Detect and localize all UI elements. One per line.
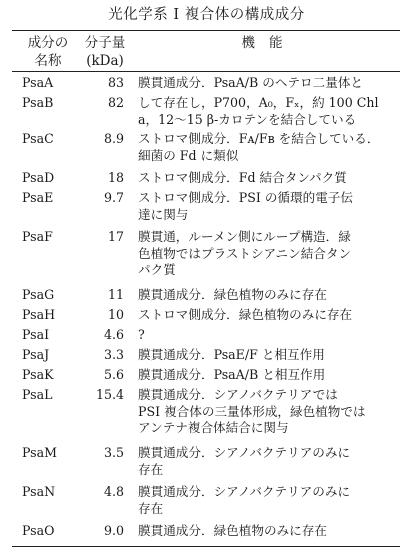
row-function (138, 190, 353, 223)
row-mass: 83 (107, 75, 124, 90)
function-line: 膜貫通成分．PsaA/B と相互作用 (138, 367, 326, 382)
row-mass: 82 (107, 95, 124, 110)
function-line: 存在 (138, 500, 164, 516)
function-line: ストロマ側成分．緑色植物のみに存在 (138, 307, 353, 322)
row-name: PsaM (22, 445, 58, 460)
row-name: PsaD (22, 170, 55, 185)
row-name: PsaC (22, 131, 54, 146)
function-line: 色植物ではプラストシアニン結合タン (138, 245, 352, 261)
function-line: アンテナ複合体結合に関与 (138, 420, 289, 435)
row-mass: 5.6 (103, 367, 124, 382)
row-name: PsaH (22, 307, 56, 322)
function-line: 膜貫通成分．PsaA/B のヘテロ二量体と (138, 75, 364, 90)
row-mass: 18 (107, 170, 124, 185)
row-mass: 17 (107, 229, 124, 244)
row-function (138, 95, 379, 128)
row-function (138, 484, 350, 517)
function-line: 膜貫通成分．シアノバクテリアでは (138, 387, 338, 402)
row-name: PsaK (22, 367, 54, 382)
function-line: 膜貫通成分．PsaE/F と相互作用 (138, 347, 325, 362)
row-function (138, 367, 325, 384)
row-mass: 11 (107, 287, 124, 302)
table-bottom-rule (12, 546, 400, 547)
row-function (138, 327, 145, 344)
row-mass: 9.0 (103, 523, 124, 538)
function-line: ストロマ側成分．PSI の循環的電子伝 (138, 190, 353, 205)
function-line: パク質 (138, 262, 176, 277)
row-mass: 4.6 (103, 327, 124, 342)
function-line: ? (138, 327, 145, 342)
function-line: a，12〜15 β-カロテンを結合している (138, 111, 357, 127)
header-name-line2: 名称 (34, 53, 62, 69)
header-mass-line1: 分子量 (84, 35, 126, 51)
row-function (138, 307, 352, 324)
function-line: 膜貫通成分．シアノバクテリアのみに (138, 445, 351, 460)
row-function (138, 75, 363, 92)
row-name: PsaJ (22, 347, 50, 362)
row-mass: 3.5 (103, 445, 124, 460)
table-header-rule (12, 71, 400, 72)
row-mass: 15.4 (95, 387, 124, 402)
function-line: して存在し，P700，A₀，Fₓ，約 100 Chl (138, 95, 379, 110)
row-name: PsaB (22, 95, 54, 110)
row-function (138, 445, 350, 478)
row-function (138, 229, 351, 279)
function-line: 細菌の Fd に類似 (138, 147, 239, 163)
header-mass-column (80, 34, 130, 70)
header-name-column (18, 34, 78, 70)
function-line: ストロマ側成分．Fᴀ/Fʙ を結合している． (138, 131, 380, 146)
row-mass: 9.7 (103, 190, 124, 205)
row-name: PsaG (22, 287, 55, 302)
function-line: ストロマ側成分．Fd 結合タンパク質 (138, 170, 347, 185)
table-top-rule (12, 30, 400, 31)
function-line: 膜貫通，ルーメン側にループ構造．緑 (138, 229, 351, 244)
row-name: PsaF (22, 229, 53, 244)
header-function-column: 機能 (241, 35, 297, 51)
header-mass-line2: (kDa) (86, 53, 124, 69)
function-line: 膜貫通成分．シアノバクテリアのみに (138, 484, 351, 499)
row-function (138, 387, 366, 437)
row-function (138, 170, 347, 187)
function-line: 膜貫通成分．緑色植物のみに存在 (138, 287, 327, 302)
row-mass: 3.3 (103, 347, 124, 362)
row-function (138, 287, 327, 304)
row-name: PsaN (22, 484, 56, 499)
row-name: PsaL (22, 387, 53, 402)
function-line: 膜貫通成分．緑色植物のみに存在 (138, 523, 327, 538)
function-line: PSI 複合体の三量体形成，緑色植物では (138, 403, 366, 419)
row-name: PsaA (22, 75, 54, 90)
row-mass: 10 (107, 307, 124, 322)
row-mass: 8.9 (103, 131, 124, 146)
header-name-line1: 成分の (27, 35, 69, 51)
row-name: PsaO (22, 523, 55, 538)
function-line: 達に関与 (138, 206, 189, 222)
table-title: 光化学系 I 複合体の構成成分 (108, 7, 305, 23)
row-function (138, 523, 327, 540)
row-mass: 4.8 (103, 484, 124, 499)
row-function (138, 347, 325, 364)
row-name: PsaI (22, 327, 50, 342)
row-name: PsaE (22, 190, 54, 205)
row-function (138, 131, 379, 164)
function-line: 存在 (138, 461, 164, 477)
